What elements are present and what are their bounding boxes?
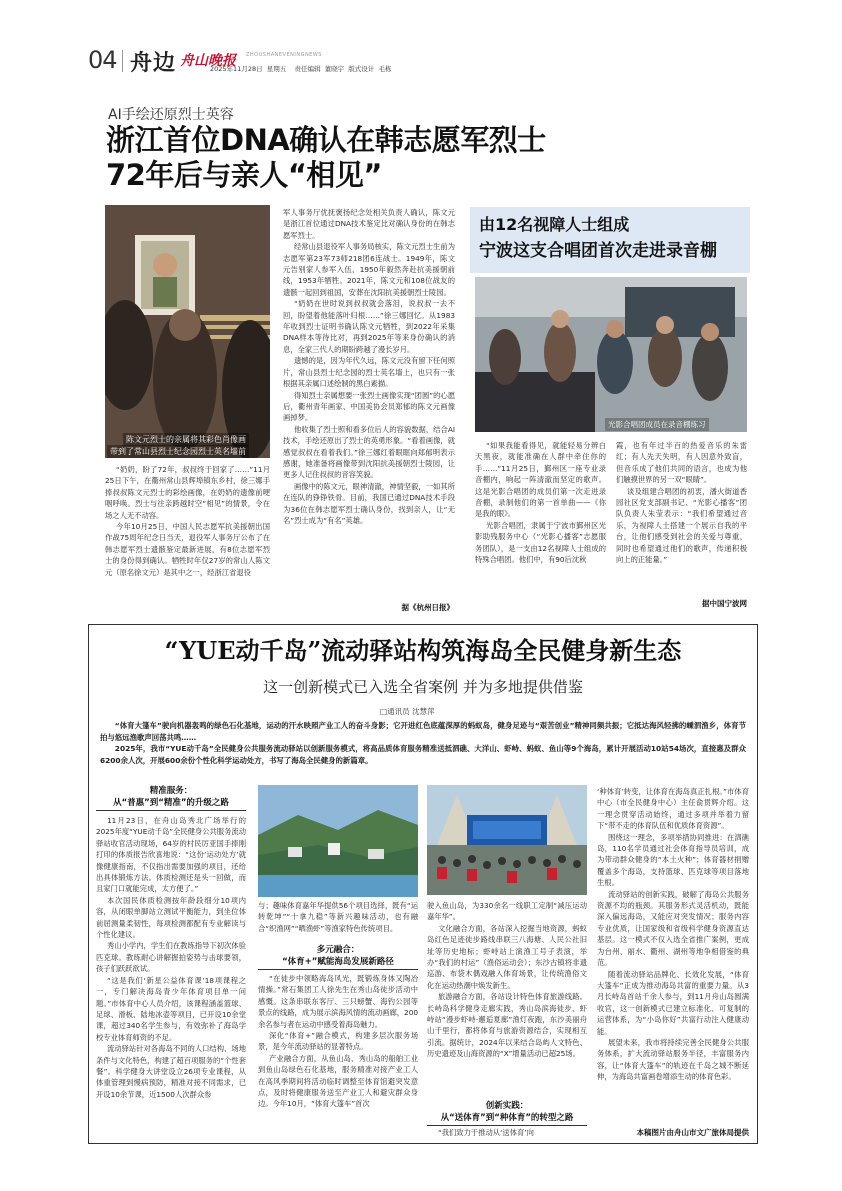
subhead-precise-service: [96, 785, 246, 811]
subhead-line2: “体育+”赋能海岛发展新路径: [258, 956, 418, 970]
paragraph: 流动驿站针对各海岛不同的人口结构、场地条件与文化特色，构建了超百项服务的“个性套餐”。科学健身大讲堂设立26项专业课程，从体重管理到慢病预防，精准对接不同需求，已开设10余节课，近1500人次群众参: [96, 1044, 246, 1099]
subhead-diverse-integration: [258, 944, 418, 970]
story3-column-a: [96, 815, 246, 1140]
photo-caption-line2: 带到了常山县烈士纪念园烈士英名墙前: [107, 445, 249, 458]
story2-source: 据中国宁波网: [702, 599, 747, 608]
paragraph: 深化“体育+”融合模式，构建多层次服务场景，是今年流动驿站的显著特点。: [258, 1031, 418, 1052]
story1-column-2: [283, 207, 455, 615]
paragraph: 遗憾的是，因为年代久远，陈文元没有留下任何照片，常山县烈士纪念园的烈士英名墙上，也只有一张根据其亲属口述绘制的黑白素描。: [283, 356, 455, 389]
story3-column-d: [597, 786, 749, 1122]
paragraph: 展望未来，我市将持续完善全民健身公共服务体系，扩大流动驿站服务半径，丰富服务内容，让“体育大篷车”的轨迹在千岛之城不断延伸，为海岛共富画卷增添生动的体育色彩。: [597, 1037, 749, 1082]
kicker: AI手绘还原烈士英容: [108, 107, 234, 123]
paragraph: 随着流动驿站品牌化、长效化发展，“体育大篷车”正成为推动海岛共富的重要力量。从3月长峙岛首站千余人参与，到11月舟山岛圆满收官，这一创新模式已建立标准化、可复制的运营体系，为“小岛你好”共富行动注入健康动能。: [597, 969, 749, 1036]
divider: [122, 50, 123, 72]
paragraph: 产业融合方面，从鱼山岛、秀山岛的船舶工业到鱼山岛绿色石化基地，服务精准对接产业工人在高风季期间将活动临时调整至体育馆避突发意点，及时将健康服务送至产业工人和避灾群众身边。今年10月，“体育大篷车”首次: [258, 1053, 418, 1109]
story3-column-c-top: [427, 900, 587, 1100]
subheadline-story3: 这一创新模式已入选全省案例 并为多地提供借鉴: [263, 678, 583, 696]
paragraph: 画像中的陈文元，眼神清澈，神情坚毅，一如其所在连队的铮铮铁骨。目前，我国已通过DNA技术手段为36位在韩志愿军烈士确认身份，找到亲人，让“无名”烈士成为“有名”英雄。: [283, 481, 455, 525]
subhead-line1: 创新实践：: [485, 1101, 529, 1111]
masthead: [88, 38, 768, 78]
story1-source: 据《杭州日报》: [401, 603, 454, 612]
headline-story1-line2: 72年后与亲人“相见”: [106, 158, 382, 192]
story3-column-b-top: [258, 900, 418, 944]
event-stage-photo: [427, 785, 587, 895]
headline-story2-line2: 宁波这支合唱团首次走进录音棚: [479, 241, 717, 261]
story3-lead: [100, 720, 746, 766]
martyr-portrait-photo: [105, 205, 270, 458]
paragraph: “我们致力于推动从‘送体育’向: [437, 1128, 534, 1137]
headline-story1-line1: 浙江首位DNA确认在韩志愿军烈士: [106, 123, 546, 157]
photo-caption-line1: 陈文元烈士的亲属将其彩色肖像画: [123, 433, 249, 446]
paragraph: 围绕这一理念，多项举措协同推进：在泗礁岛，110名学员通过社会体育指导员培训，成为带动群众健身的“本土火种”；体育器材捐赠覆盖多个海岛，支持篮球、匹克球等项目落地生根。: [597, 832, 749, 888]
photo-illustration: [258, 785, 418, 897]
paragraph: 文化融合方面，各站深入挖掘当地资源，蚂蚁岛红色足迹徒步路线串联三八海塘、人民公社旧址等历史地标；虾峙站上演渔工号子表演，举办“我们的村运”（渔俗运动会）；东沙古镇将非遗巡游、布袋木偶戏融入体育场景，让传统渔俗文化在运动热潮中焕发新生。: [427, 923, 587, 990]
paragraph: 11月23日，在舟山岛秀北广场举行的2025年度“YUE动千岛”全民健身公共服务流动驿站收官活动现场，64岁的村民厉亚国手捧刚打印的体质报告欣喜地说：“这份‘运动处方’就像健康指南，不仅指出需要加强的项目，还给出具体锻炼方法。体质检测还是头一回做，而且家门口就能完成，太方便了。”: [96, 816, 246, 894]
story2-column-2: [616, 440, 747, 596]
paragraph: 谈及组建合唱团的初衷，潘火街道香园社区党支部副书记、“光影心播客”团队负责人朱莹表示：“我们希望通过音乐，为视障人士搭建一个展示自我的平台，让他们感受到社会的关爱与尊重，同时也希望通过他们的歌声，传递积极向上的正能量。”: [616, 486, 747, 565]
recording-studio-photo: [475, 277, 747, 432]
paper-en-name: ZHOUSHANEVENINGNEWS: [246, 52, 322, 58]
paragraph: 旅游融合方面，各站设计特色体育旅游线路。长峙岛科学健身走廊实践，秀山岛滨海徒步、虾峙站“漫步虾峙·邂逅夏廊”渔灯夜跑，东沙美丽舟山千里行，都将体育与旅游资源结合，实现相互引流。据统计，2024年以来结合岛屿人文特色、历史遗迹及山海资源的“X”增量活动已超25场。: [427, 992, 587, 1059]
story1-column-1: [105, 464, 270, 624]
paragraph: 今年10月25日，中国人民志愿军抗美援朝出国作战75周年纪念日当天，退役军人事务厅公布了在韩志愿军烈士遗骸鉴定最新进展，有8位志愿军烈士的身份得到确认。牺牲时年仅27岁的常山人陈文元（原名徐文元）是其中之一，经浙江省退役: [105, 522, 270, 577]
paragraph: 得知烈士亲属想要一张烈士画像实现“团圆”的心愿后，衢州青年画家、中国美协会员郑郁的陈文元画像画掉梦。: [283, 390, 455, 423]
subhead-line1: 多元融合：: [316, 945, 360, 955]
headline-story3: “YUE动千岛”流动驿站构筑海岛全民健身新生态: [164, 636, 682, 665]
headline-story2-line1: 由12名视障人士组成: [479, 215, 630, 234]
story2-column-1: [475, 440, 606, 618]
paragraph: “奶奶，盼了72年，叔叔终于回家了……”11月25日下午，在衢州常山县辉埠镇东乡村，徐三娜手捧叔叔陈文元烈士的彩绘画像，在奶奶的遗像前哽咽呼唤。烈士与往亲跨越时空“相见”的情景，令在场之人无不动容。: [105, 465, 270, 520]
paragraph: “这是我们‘新星公益体育课’18项课程之一，专门解决海岛青少年体育项目单一问题。”市体育中心人员介绍，该课程涵盖篮球、足球、滑板、陆地冰壶等项目，已开设10余堂课，超过340名学生参与，有效弥补了海岛学校专业体育师资的不足。: [96, 975, 246, 1042]
page-meta: 2025年11月28日 星期五 责任编辑 董晓宇 版式设计 毛栋: [210, 65, 392, 73]
photo-illustration: [105, 205, 270, 458]
island-photo: [258, 785, 418, 897]
paragraph: 驶入鱼山岛，为330余名一线职工定制“减压运动嘉年华”。: [427, 901, 587, 922]
paper-logo: 舟山晚报: [180, 53, 236, 69]
photo-credit: 本稿图片由舟山市文广旅体局提供: [636, 1128, 749, 1137]
lead-paragraph: 2025年，我市“YUE动千岛”全民健身公共服务流动驿站以创新服务模式，将高品质体育服务精准送抵泗礁、大洋山、虾峙、蚂蚁、鱼山等9个海岛，累计开展活动10站54场次，直接惠及群众6200余人次，开展600余份个性化科学运动处方，书写了海岛全民健身的新篇章。: [100, 744, 746, 765]
paragraph: 流动驿站的创新实践，破解了海岛公共服务资源不均的瓶颈。其服务形式灵活机动，既能深入偏远海岛，又能应对突发情况；服务内容专业优质，让国家级和省级科学健身资源直达基层。这一模式不仅入选全省推广案例，更成为台州、丽水、衢州、湖州等地争相借鉴的典范。: [597, 889, 749, 968]
section-title: 舟边: [130, 50, 177, 76]
subhead-line2: 从“送体育”到“种体育”的转型之路: [427, 1112, 587, 1126]
paragraph: “如果我能看得见，就能轻易分辨白天黑夜，就能准确在人群中牵住你的手……”11月25日，鄞州区一座专业录音棚内，响起一阵清澈而坚定的歌声。这是光影合唱团的成员们第一次走进录音棚，录制他们的第一首单曲——《你是我的眼》。: [475, 441, 606, 519]
photo-caption: 光影合唱团成员在录音棚练习: [605, 418, 709, 431]
subhead-line2: 从“普惠”到“精准”的升级之路: [96, 797, 246, 811]
paragraph: “奶奶在世时说到叔叔就会落泪，说叔叔一去不回，盼望着他能落叶归根……”徐三娜回忆。从1983年收到烈士证明书确认陈文元牺牲，到2022年采集DNA样本等待比对，再到2025年等来身份确认的消息，全家三代人的期盼跨越了漫长岁月。: [283, 299, 455, 354]
paragraph: 与；趣味体育嘉年华提供56个项目选择，既有“运转乾坤”“十拿九稳”等新兴趣味活动，也有融合“织渔网”“晒渔虾”等渔家特色传统项目。: [258, 901, 418, 933]
byline: □通讯员 沈慧萍: [380, 707, 435, 716]
paragraph: 他收集了烈士照和看多位后人的容貌数据，结合AI技术，手绘还原出了烈士的英勇形象。“看着画像，就感觉叔叔在看着我们。”徐三娜红着眼眶向郑郁明表示感谢，她准备将画像带到沈阳抗美援朝烈士陵园，让更多人记住叔叔的音容笑貌。: [283, 424, 455, 480]
subhead-line1: 精准服务：: [149, 786, 193, 796]
paragraph: “在徒步中领略海岛风光，既锻炼身体又陶冶情操。”常石集团工人徐先生在秀山岛徒步活动中感慨。这条串联东客厅、三只螃蟹、海钓公园等景点的线路，成为展示滨海风情的流动画廊，200余名参与者在运动中感受着海岛魅力。: [258, 974, 418, 1029]
paragraph: 军人事务厅优抚褒扬纪念处相关负责人确认，陈文元是浙江首位通过DNA技术鉴定比对确认身份的在韩志愿军烈士。: [283, 208, 455, 240]
paragraph: 秀山小学内，学生们在教练指导下初次体验匹克球。教练耐心讲解握拍姿势与击球要领，孩子们跃跃欲试。: [96, 941, 246, 974]
paragraph: 光影合唱团，隶属于宁波市鄞州区光影助残服务中心（“光影心播客”志愿服务团队），是一支由12名视障人士组成的特殊合唱团。他们中，有90后沈秋: [475, 520, 606, 565]
paragraph: 本次国民体质检测按年龄段细分10项内容，从闭眼单脚站立测试平衡能力，到坐位体前屈测量柔韧性，每项检测都配有专业解读与个性化建议。: [96, 895, 246, 940]
subhead-innovative-practice: [427, 1100, 587, 1126]
story3-column-b-bottom: [258, 973, 418, 1140]
story3-column-c-bottom: [427, 1127, 587, 1140]
lead-paragraph: “体育大篷车”驶向机器轰鸣的绿色石化基地，运动的汗水映照产业工人的奋斗身影；它开进红色底蕴深厚的蚂蚁岛，健身足迹与“艰苦创业”精神同频共振；它抵达海风轻拂的嵊泗渔乡，体育节拍与悠远渔歌声回荡共鸣……: [100, 721, 746, 742]
photo-illustration: [475, 277, 747, 432]
photo-illustration: [427, 785, 587, 895]
paragraph: 霞，也有年过半百的热爱音乐的朱雷红；有人先天失明，有人因意外致盲，但音乐成了他们共同的语言，也成为他们触摸世界的另一双“眼睛”。: [616, 441, 747, 485]
paragraph: 经常山县退役军人事务局核实，陈文元烈士生前为志愿军第23军73师218团6连战士。1949年，陈文元告别家人参军入伍，1950年毅然奔赴抗美援朝前线，1953年牺牲。2021年，陈文元和108位战友的遗骸一起回到祖国，安葬在沈阳抗美援朝烈士陵园。: [283, 242, 455, 297]
page-number: 04: [88, 46, 117, 74]
paragraph: ‘种体育’转变，让体育在海岛真正扎根。”市体育中心（市全民健身中心）主任俞贯辉介绍。这一理念贯穿活动始终，通过多项并举着力留下“带不走的体育队伍和优质体育资源”。: [597, 787, 749, 831]
